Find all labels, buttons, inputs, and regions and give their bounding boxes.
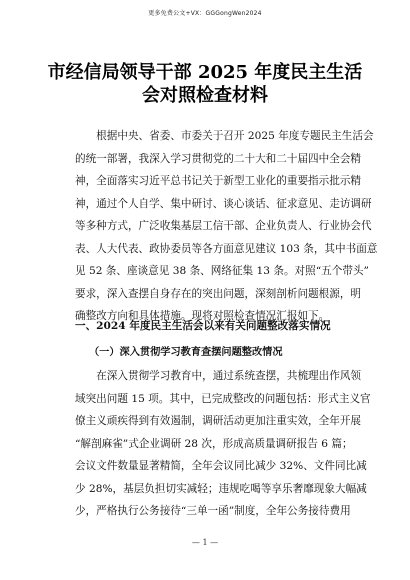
page-number: — 1 — — [191, 538, 219, 547]
paragraph-line: 少 28%，基层负担切实减轻；违规吃喝等享乐奢靡现象大幅减 — [75, 482, 367, 495]
document-title-line-2: 会对照检查材料 — [142, 85, 268, 106]
page-header-note: 更多免费公文+VX：GGGongWen2024 — [148, 10, 262, 17]
rectification-paragraph — [75, 365, 371, 523]
paragraph-line: 等多种方式，广泛收集基层工信干部、企业负责人、行业协会代 — [75, 220, 372, 232]
paragraph-line: 神，通过个人自学、集中研讨、谈心谈话、征求意见、走访调研 — [75, 197, 372, 210]
paragraph-line: 在深入贯彻学习教育中，通过系统查摆，共梳理出作风领 — [75, 370, 362, 382]
subsection-heading-1: （一）深入贯彻学习教育查摆问题整改情况 — [89, 346, 283, 358]
section-heading-1: 一、2024 年度民主生活会以来有关问题整改落实情况 — [75, 320, 331, 332]
paragraph-line: 域突出问题 15 项。其中，已完成整改的问题包括：形式主义官 — [75, 392, 371, 405]
paragraph-line: 会议文件数量显著精简，全年会议同比减少 32%、文件同比减 — [75, 460, 367, 472]
document-title-line-1: 市经信局领导干部 2025 年度民主生活 — [47, 62, 363, 83]
paragraph-line: 少，严格执行公务接待“三单一函”制度，全年公务接待费用 — [75, 505, 351, 517]
paragraph-line: 僚主义顽疾得到有效遏制，调研活动更加注重实效，全年开展 — [75, 415, 362, 427]
paragraph-line: 确整改方向和具体措施。现将对照检查情况汇报如下。 — [75, 310, 330, 322]
paragraph-line: 的统一部署，我深入学习贯彻党的二十大和二十届四中全会精 — [75, 152, 362, 165]
paragraph-line: 表、人大代表、政协委员等各方面意见建议 103 条，其中书面意 — [75, 242, 378, 255]
paragraph-line: 神，全面落实习近平总书记关于新型工业化的重要指示批示精 — [75, 175, 362, 187]
paragraph-line: 见 52 条、座谈意见 38 条、网络征集 13 条。对照“五个带头” — [75, 265, 369, 277]
paragraph-line: “解剖麻雀”式企业调研 28 次，形成高质量调研报告 6 篇； — [75, 437, 353, 450]
paragraph-line: 根据中央、省委、市委关于召开 2025 年度专题民主生活会 — [75, 130, 374, 142]
intro-paragraph — [75, 125, 378, 328]
paragraph-line: 要求，深入查摆自身存在的突出问题，深刻剖析问题根源，明 — [75, 287, 362, 300]
